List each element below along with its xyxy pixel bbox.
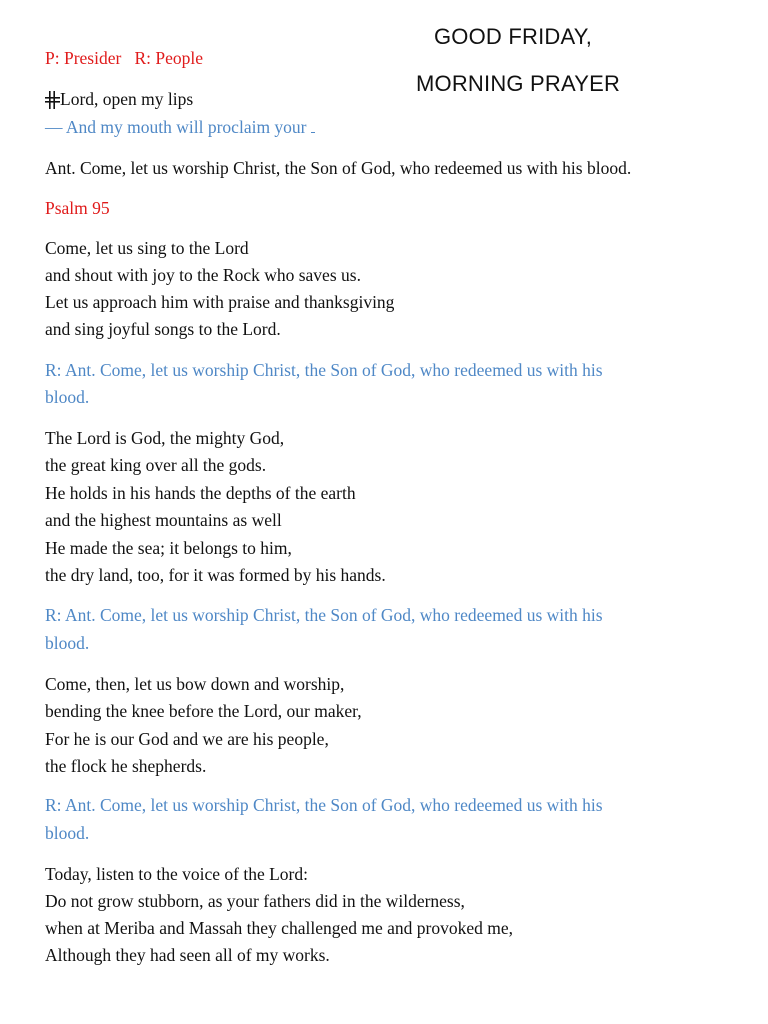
stanza-line: Do not grow stubborn, as your fathers did in the wilderness,: [45, 891, 465, 911]
legend-presider: P: Presider: [45, 48, 122, 68]
stanza-line: He holds in his hands the depths of the earth: [45, 483, 356, 503]
legend-people: R: People: [134, 48, 203, 68]
text-cursor-mark: [311, 132, 315, 133]
antiphon: Ant. Come, let us worship Christ, the Son of God, who redeemed us with his blood.: [45, 158, 632, 178]
refrain-line: blood.: [45, 387, 90, 407]
stanza-line: the great king over all the gods.: [45, 455, 267, 475]
cross-icon: [45, 88, 60, 110]
opening-response: [45, 116, 315, 138]
refrain-line: blood.: [45, 633, 90, 653]
refrain-line: blood.: [45, 823, 90, 843]
refrain-line: R: Ant. Come, let us worship Christ, the Son of God, who redeemed us with his: [45, 360, 603, 380]
response-text: — And my mouth will proclaim your: [45, 117, 307, 137]
role-legend: [45, 47, 203, 69]
versicle-text: Lord, open my lips: [60, 89, 194, 109]
stanza-line: For he is our God and we are his people,: [45, 729, 329, 749]
refrain-line: R: Ant. Come, let us worship Christ, the Son of God, who redeemed us with his: [45, 605, 603, 625]
stanza-line: The Lord is God, the mighty God,: [45, 428, 285, 448]
opening-versicle: [45, 88, 193, 110]
stanza-line: He made the sea; it belongs to him,: [45, 538, 292, 558]
stanza-line: when at Meriba and Massah they challenged me and provoked me,: [45, 918, 513, 938]
stanza-line: Although they had seen all of my works.: [45, 945, 330, 965]
psalm-title: Psalm 95: [45, 198, 110, 218]
page-title-line-2: MORNING PRAYER: [416, 71, 621, 96]
stanza-line: Let us approach him with praise and thanksgiving: [45, 292, 395, 312]
stanza-line: bending the knee before the Lord, our maker,: [45, 701, 362, 721]
stanza-line: Come, then, let us bow down and worship,: [45, 674, 345, 694]
stanza-line: and shout with joy to the Rock who saves us.: [45, 265, 361, 285]
stanza-line: and sing joyful songs to the Lord.: [45, 319, 281, 339]
stanza-line: Come, let us sing to the Lord: [45, 238, 249, 258]
stanza-line: the dry land, too, for it was formed by his hands.: [45, 565, 386, 585]
stanza-line: and the highest mountains as well: [45, 510, 282, 530]
refrain-line: R: Ant. Come, let us worship Christ, the Son of God, who redeemed us with his: [45, 795, 603, 815]
stanza-line: the flock he shepherds.: [45, 756, 207, 776]
page-title-line-1: GOOD FRIDAY,: [434, 24, 593, 49]
stanza-line: Today, listen to the voice of the Lord:: [45, 864, 308, 884]
